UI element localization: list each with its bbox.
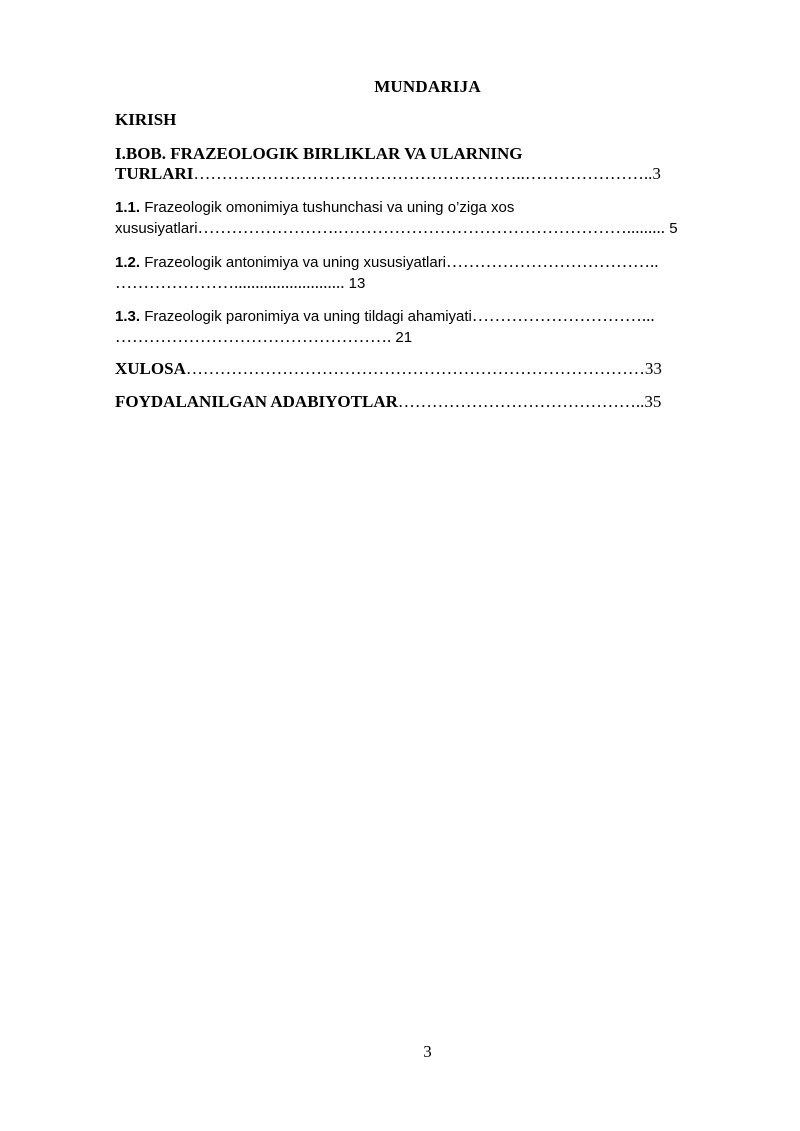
- toc-entry-line: [115, 359, 720, 379]
- toc-page-number: 21: [391, 329, 413, 346]
- toc-entry-line1: [115, 306, 720, 327]
- toc-leader-dots: ………………………………………….: [115, 327, 392, 346]
- toc-entry-1-1[interactable]: [115, 198, 720, 239]
- toc-page-number: 3: [652, 164, 661, 183]
- toc-page-number: 13: [344, 275, 366, 292]
- toc-page-number: 33: [644, 359, 662, 378]
- toc-entry-xulosa[interactable]: [115, 359, 720, 379]
- toc-section-number: 1.3.: [115, 308, 141, 325]
- toc-leader-dots: …………………..........................: [115, 273, 345, 292]
- toc-entry-line1: [115, 198, 720, 218]
- toc-entry-label-cont: TURLARI: [115, 164, 194, 183]
- toc-page-number: 35: [644, 392, 662, 411]
- toc-entry-bob1[interactable]: [115, 144, 720, 184]
- toc-entry-label: Frazeologik omonimiya tushunchasi va uning o’ziga xos: [140, 199, 515, 216]
- toc-section-number: 1.1.: [115, 199, 141, 216]
- toc-entry-line2: [115, 273, 720, 294]
- page-title: MUNDARIJA: [374, 77, 481, 96]
- toc-entry-label: KIRISH: [115, 110, 177, 129]
- toc-entry-label: Frazeologik antonimiya va uning xususiyatlari: [140, 254, 447, 271]
- toc-entry-kirish[interactable]: [115, 110, 720, 130]
- toc-entry-line2: [115, 218, 720, 239]
- toc-entry-label-cont: xususiyatlari: [115, 220, 198, 237]
- toc-entry-1-2[interactable]: [115, 252, 720, 294]
- toc-entry-adabiyotlar[interactable]: [115, 392, 720, 412]
- toc-entry-1-3[interactable]: [115, 306, 720, 348]
- toc-leader-dots: ……………………………………..: [397, 392, 645, 411]
- toc-leader-dots: ………………………………..: [446, 252, 659, 271]
- toc-leader-dots: ………………………………………………………………………: [185, 359, 645, 378]
- toc-leader-dots: …………………………………………………..…………………..: [193, 164, 653, 183]
- toc-entry-line: [115, 392, 720, 412]
- toc-entry-line2: [115, 327, 720, 348]
- toc-section-number: 1.2.: [115, 254, 141, 271]
- toc-page-number: 5: [665, 220, 678, 237]
- toc-entry-label: Frazeologik paronimiya va uning tildagi ahamiyati: [140, 308, 472, 325]
- toc-entry-label: XULOSA: [115, 359, 186, 378]
- toc-leader-dots: …………………….…………………………………………….........: [197, 218, 666, 237]
- toc-entry-label: I.BOB. FRAZEOLOGIK BIRLIKLAR VA ULARNING: [115, 144, 523, 163]
- toc-entry-line2: [115, 164, 720, 184]
- toc-entry-label: FOYDALANILGAN ADABIYOTLAR: [115, 392, 398, 411]
- page-number: 3: [423, 1042, 432, 1061]
- toc-entry-line1: [115, 252, 720, 273]
- toc-leader-dots: …………………………...: [471, 306, 655, 325]
